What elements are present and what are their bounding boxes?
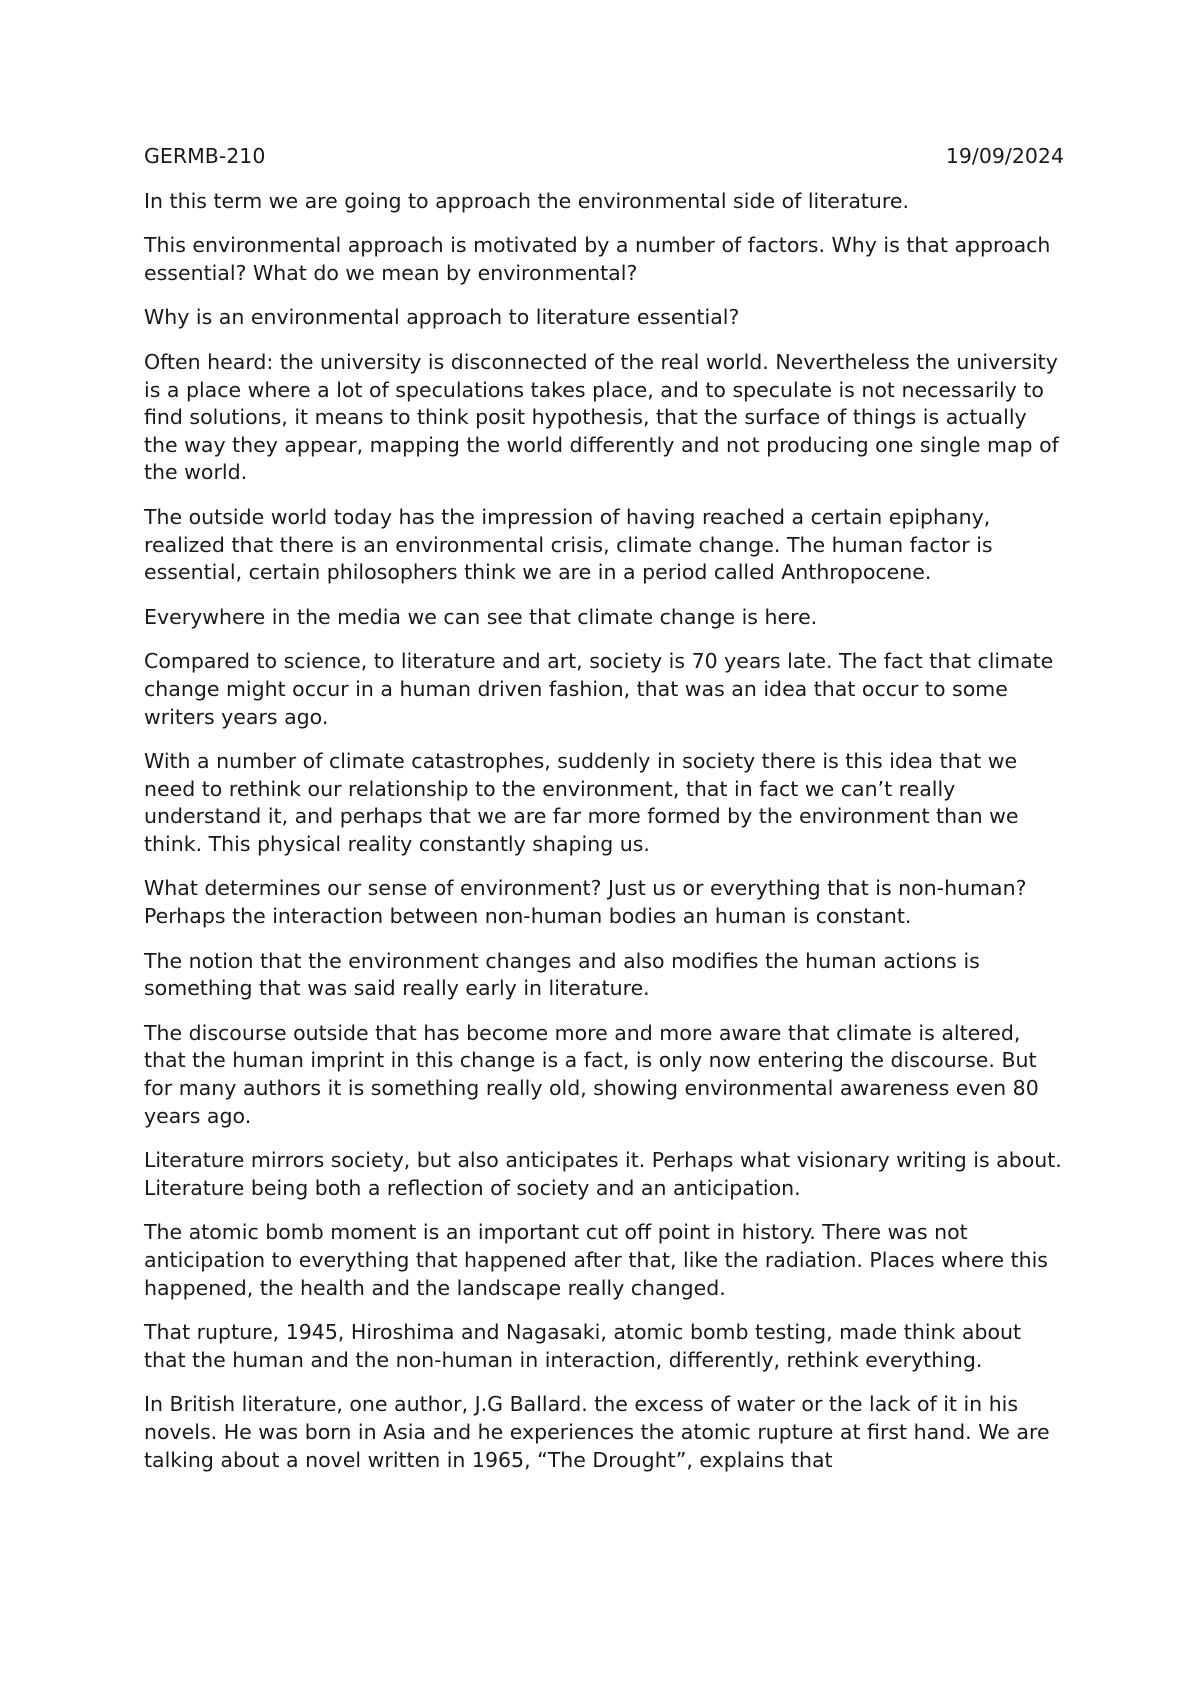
paragraph: In this term we are going to approach the environmental side of literature.	[144, 188, 910, 213]
paragraph: In British literature, one author, J.G Ballard. the excess of water or the lack of it in his novels. He was born in Asia and he experiences the atomic rupture at first hand. We are talking about a novel written in 1965, “The Drought”, explains that	[144, 1392, 1050, 1472]
paragraph: The discourse outside that has become more and more aware that climate is altered, that the human imprint in this change is a fact, is only now entering the discourse. But for many authors it is something really old, showing environmental awareness even 80 years ago.	[144, 1020, 1039, 1128]
paragraph: Compared to science, to literature and art, society is 70 years late. The fact that climate change might occur in a human driven fashion, that was an idea that occur to some writers years ago.	[144, 649, 1054, 729]
paragraph: With a number of climate catastrophes, suddenly in society there is this idea that we need to rethink our relationship to the environment, that in fact we can’t really understand it, and perhaps that we are far more formed by the environment than we think. This physical reality constantly shaping us.	[144, 749, 1019, 856]
paragraph: Why is an environmental approach to literature essential?	[144, 305, 740, 330]
lecture-date: 19/09/2024	[945, 144, 1064, 168]
paragraph: The outside world today has the impression of having reached a certain epiphany, realized that there is an environmental crisis, climate change. The human factor is essential, certain philosophers think we are in a period called Anthropocene.	[144, 504, 993, 585]
paragraph: What determines our sense of environment? Just us or everything that is non-human? Perhaps the interaction between non-human bodies an human is constant.	[144, 876, 1027, 929]
document-page	[144, 143, 1064, 1491]
paragraph: Everywhere in the media we can see that climate change is here.	[144, 604, 818, 629]
paragraph: Literature mirrors society, but also anticipates it. Perhaps what visionary writing is about. Literature being both a reflection of society and an anticipation.	[144, 1148, 1062, 1200]
course-code: GERMB-210	[144, 144, 266, 168]
paragraph: This environmental approach is motivated by a number of factors. Why is that approach essential? What do we mean by environmental?	[144, 233, 1051, 285]
document-header	[144, 143, 1064, 171]
paragraph: Often heard: the university is disconnected of the real world. Nevertheless the university is a place where a lot of speculations takes place, and to speculate is not necessarily to find solutions, it means to think posit hypothesis, that the surface of things is actually the way they appear, mapping the world differently and not producing one single map of the world.	[144, 349, 1059, 485]
paragraph: The notion that the environment changes and also modifies the human actions is something that was said really early in literature.	[144, 948, 980, 1001]
paragraph: The atomic bomb moment is an important cut off point in history. There was not anticipation to everything that happened after that, like the radiation. Places where this happened, the health and the landscape really changed.	[144, 1220, 1048, 1300]
paragraph: That rupture, 1945, Hiroshima and Nagasaki, atomic bomb testing, made think about that the human and the non-human in interaction, differently, rethink everything.	[144, 1320, 1022, 1372]
